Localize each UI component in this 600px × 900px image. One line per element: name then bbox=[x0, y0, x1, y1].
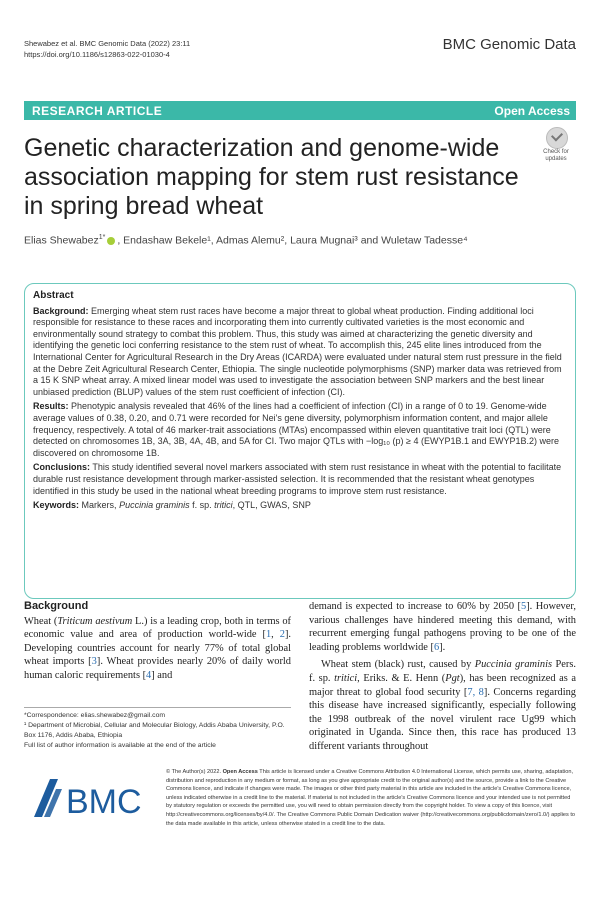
ref-link[interactable]: 4 bbox=[146, 669, 152, 681]
abstract-conclusions: Conclusions: This study identified several novel markers associated with stem rust resistance in wheat with the potential to facilitate durable rust resistance development through marker-assisted selection. It is recommended that the resistant wheat genotypes identified in this study be used in the national wheat breeding programs to improve stem rust resistance. bbox=[33, 462, 562, 496]
correspondence: *Correspondence: elias.shewabez@gmail.com bbox=[24, 712, 166, 719]
footnote bbox=[24, 707, 291, 751]
journal-name: BMC Genomic Data bbox=[442, 36, 576, 53]
abstract-results: Results: Phenotypic analysis revealed that 46% of the lines had a coefficient of infection (CI) in a range of 0 to 19. Genome-wide average values of 0.38, 0.20, and 0.71 were recorded for Nei's gene diversity, polymorphism information content, and major allele frequency, respectively. A total of 46 marker-trait associations (MTAs) encompassed within eleven quantitative trait loci (QTL) were detected on chromosomes 1B, 3A, 3B, 4A, 4B, and 5A for CI. Two major QTLs with −log₁₀ (p) ≥ 4 (EWYP1B.1 and EWYP1B.2) were discovered on chromosome 1B. bbox=[33, 401, 560, 458]
open-access-label: Open Access bbox=[494, 104, 570, 118]
body-column-left bbox=[24, 600, 291, 683]
abstract-background: Background: Emerging wheat stem rust races have become a major threat to global wheat production. Finding additional loci responsible for resistance to these races and incorporating them into currently cultivated varieties is the most economic and environmentally sound strategy to combat this problem. Thus, this study was aimed at characterizing the genetic diversity and identifying the genetic loci conferring resistance to the stem rust of wheat. To accomplish this, 245 elite lines introduced from the International Center for Agricultural Research in the Dry Areas (ICARDA) were evaluated under natural stem rust pressure in the field at the Debre Zeit Agricultural Research Center, Ethiopia. The single nucleotide polymorphisms (SNP) marker data was retrieved from a 15 K SNP wheat array. A mixed linear model was used to investigate the association between SNP markers and the best linear unbiased prediction (BLUP) values of the stem rust coefficient of infection (CI). bbox=[33, 305, 562, 397]
abstract-heading: Abstract bbox=[33, 290, 74, 301]
ref-link[interactable]: 1 bbox=[265, 629, 272, 641]
abstract-box bbox=[24, 283, 576, 599]
paragraph-3: Wheat stem (black) rust, caused by Puccinia graminis Pers. f. sp. tritici, Eriks. & E. Henn (Pgt), has been recognized as a major threat to global food security [7, 8]. Concerns regarding this disease have increased significantly, especially following the 1998 outbreak of the novel virulent race Ug99 which originated in Uganda. Since then, this race has produced 13 different variants throughout bbox=[309, 659, 577, 752]
ref-link[interactable]: 2 bbox=[279, 629, 285, 641]
section-heading: Background bbox=[24, 600, 89, 612]
svg-text:BMC: BMC bbox=[66, 783, 142, 821]
check-label: Check for updates bbox=[543, 149, 569, 162]
ref-link[interactable]: 5 bbox=[521, 601, 527, 612]
body-column-right bbox=[309, 600, 576, 754]
citation-text: Shewabez et al. BMC Genomic Data (2022) 23:11 bbox=[24, 39, 191, 48]
doi-link[interactable]: https://doi.org/10.1186/s12863-022-01030-4 bbox=[24, 50, 170, 59]
ref-link[interactable]: 6 bbox=[433, 641, 440, 653]
author-info-note: Full list of author information is available at the end of the article bbox=[24, 742, 216, 749]
ref-link[interactable]: 3 bbox=[91, 656, 97, 668]
article-title: Genetic characterization and genome-wide association mapping for stem rust resistance in spring bread wheat bbox=[24, 134, 519, 220]
author-1[interactable]: Elias Shewabez bbox=[24, 234, 99, 247]
bmc-logo bbox=[30, 773, 150, 823]
check-icon bbox=[546, 127, 568, 149]
paragraph-2: demand is expected to increase to 60% by 2050 [5]. However, various challenges have hindered meeting this demand, with recurrent emerging fungal pathogens proving to be one of the leading problems worldwide [6]. bbox=[309, 601, 577, 653]
ref-link[interactable]: 7, 8 bbox=[467, 686, 484, 698]
orcid-icon[interactable] bbox=[107, 237, 115, 245]
license-text: © The Author(s) 2022. Open Access This article is licensed under a Creative Commons Attribution 4.0 International License, which permits use, sharing, adaptation, distribution and reproduction in any medium or format, as long as you give appropriate credit to the original author(s) and the source, provide a link to the Creative Commons licence, and indicate if changes were made. The images or other third party material in this article are included in the article's Creative Commons licence, unless indicated otherwise in a credit line to the material. If material is not included in the article's Creative Commons licence and your intended use is not permitted by statutory regulation or exceeds the permitted use, you will need to obtain permission directly from the copyright holder. To view a copy of this licence, visit http://creativecommons.org/licenses/by/4.0/. The Creative Commons Public Domain Dedication waiver (http://creativecommons.org/publicdomain/zero/1.0/) applies to the data made available in this article, unless otherwise stated in a credit line to the data. bbox=[166, 769, 576, 827]
paragraph-1: Wheat (Triticum aestivum L.) is a leading crop, both in terms of economic value and area of production world-wide [1, 2]. Developing countries account for nearly 77% of total global wheat imports [3]. Wheat provides nearly 20% of daily world human caloric requirements [4] and bbox=[24, 615, 292, 681]
author-1-affil: 1* bbox=[98, 234, 106, 241]
citation-block bbox=[24, 38, 190, 60]
article-type: RESEARCH ARTICLE bbox=[32, 104, 163, 118]
article-banner bbox=[24, 101, 576, 120]
abstract-keywords: Keywords: Markers, Puccinia graminis f. sp. tritici, QTL, GWAS, SNP bbox=[33, 500, 311, 511]
check-for-updates-badge[interactable] bbox=[535, 125, 577, 165]
author-rest: , Endashaw Bekele¹, Admas Alemu², Laura Mugnai³ and Wuletaw Tadesse⁴ bbox=[117, 234, 468, 247]
affiliation: ¹ Department of Microbial, Cellular and Molecular Biology, Addis Ababa University, P.O. Box 1176, Addis Ababa, Ethiopia bbox=[24, 722, 285, 739]
author-list bbox=[24, 234, 468, 247]
